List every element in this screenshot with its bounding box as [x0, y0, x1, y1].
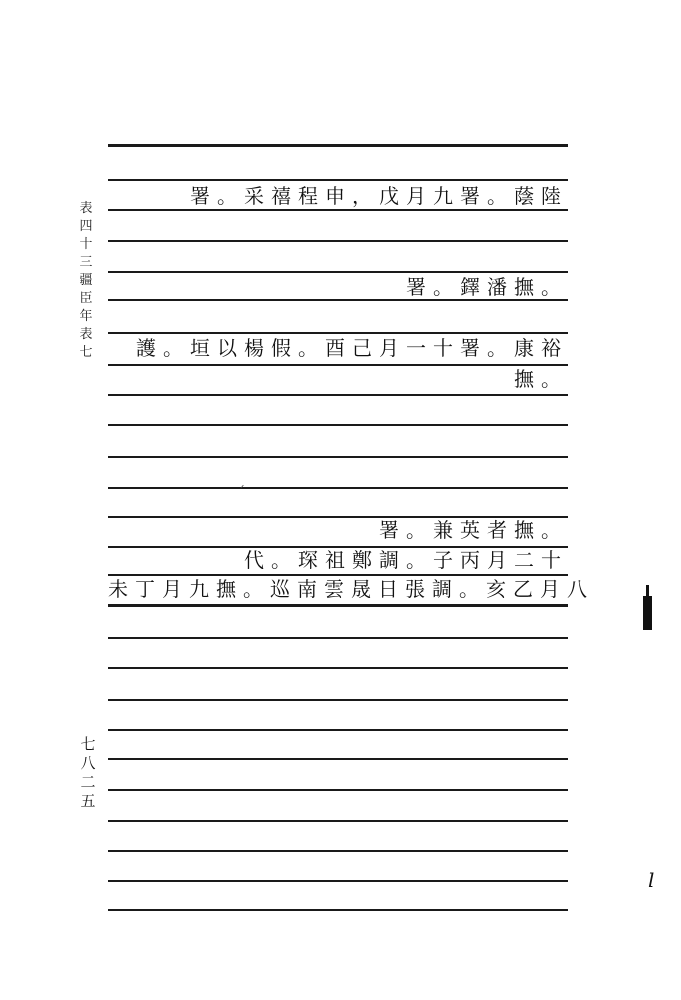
page-number-char: 八	[80, 754, 96, 772]
side-char: 年	[79, 309, 93, 324]
table-rule	[108, 209, 568, 211]
table-row-text: 署。鐸潘撫。	[406, 275, 568, 299]
side-char: 四	[79, 219, 93, 234]
table-rule	[108, 179, 568, 181]
page-number-char: 七	[80, 735, 96, 753]
table-rule	[108, 880, 568, 882]
table-rule	[108, 424, 568, 426]
table-rule	[108, 699, 568, 701]
page-number-char: 二	[80, 773, 96, 791]
table-rule	[108, 667, 568, 669]
table-row-text: 護。垣以楊假。酉己月一十署。康裕	[136, 336, 568, 360]
table-rule	[108, 574, 568, 576]
table-rule	[108, 299, 568, 301]
table-rule	[108, 456, 568, 458]
table-rule	[108, 909, 568, 911]
table-row-text: 未丁月九撫。巡南雲晟日張調。亥乙月八	[108, 577, 594, 601]
side-char: 三	[79, 255, 93, 270]
table-row-text: 代。琛祖鄭調。子丙月二十	[244, 548, 568, 572]
table-rule	[108, 240, 568, 242]
margin-mark	[643, 596, 652, 630]
table-rule	[108, 820, 568, 822]
table-rule	[108, 332, 568, 334]
table-row-text: 撫。	[514, 367, 568, 391]
table-rule	[108, 729, 568, 731]
table-rule	[108, 364, 568, 366]
table-rule	[108, 758, 568, 760]
table-rule	[108, 604, 568, 607]
side-char: 臣	[79, 291, 93, 306]
table-rule	[108, 789, 568, 791]
margin-letter: l	[648, 868, 655, 892]
side-char: 表	[79, 327, 93, 342]
table-row-text: 署。采禧程申，戊月九署。蔭陸	[190, 184, 568, 208]
side-char: 十	[79, 237, 93, 252]
side-title	[76, 200, 96, 362]
table-rule	[108, 637, 568, 639]
table-rule	[108, 271, 568, 273]
table-rule	[108, 850, 568, 852]
side-char: 表	[79, 201, 93, 216]
side-char: 疆	[79, 273, 93, 288]
table-row-text: 署。兼英者撫。	[379, 518, 568, 542]
page-number-char: 五	[80, 792, 96, 810]
table-rule	[108, 394, 568, 396]
page-number	[78, 735, 98, 811]
scan-speck: ᐟ	[240, 484, 245, 495]
table-rule	[108, 144, 568, 147]
side-char: 七	[79, 345, 93, 360]
table-rule	[108, 487, 568, 489]
